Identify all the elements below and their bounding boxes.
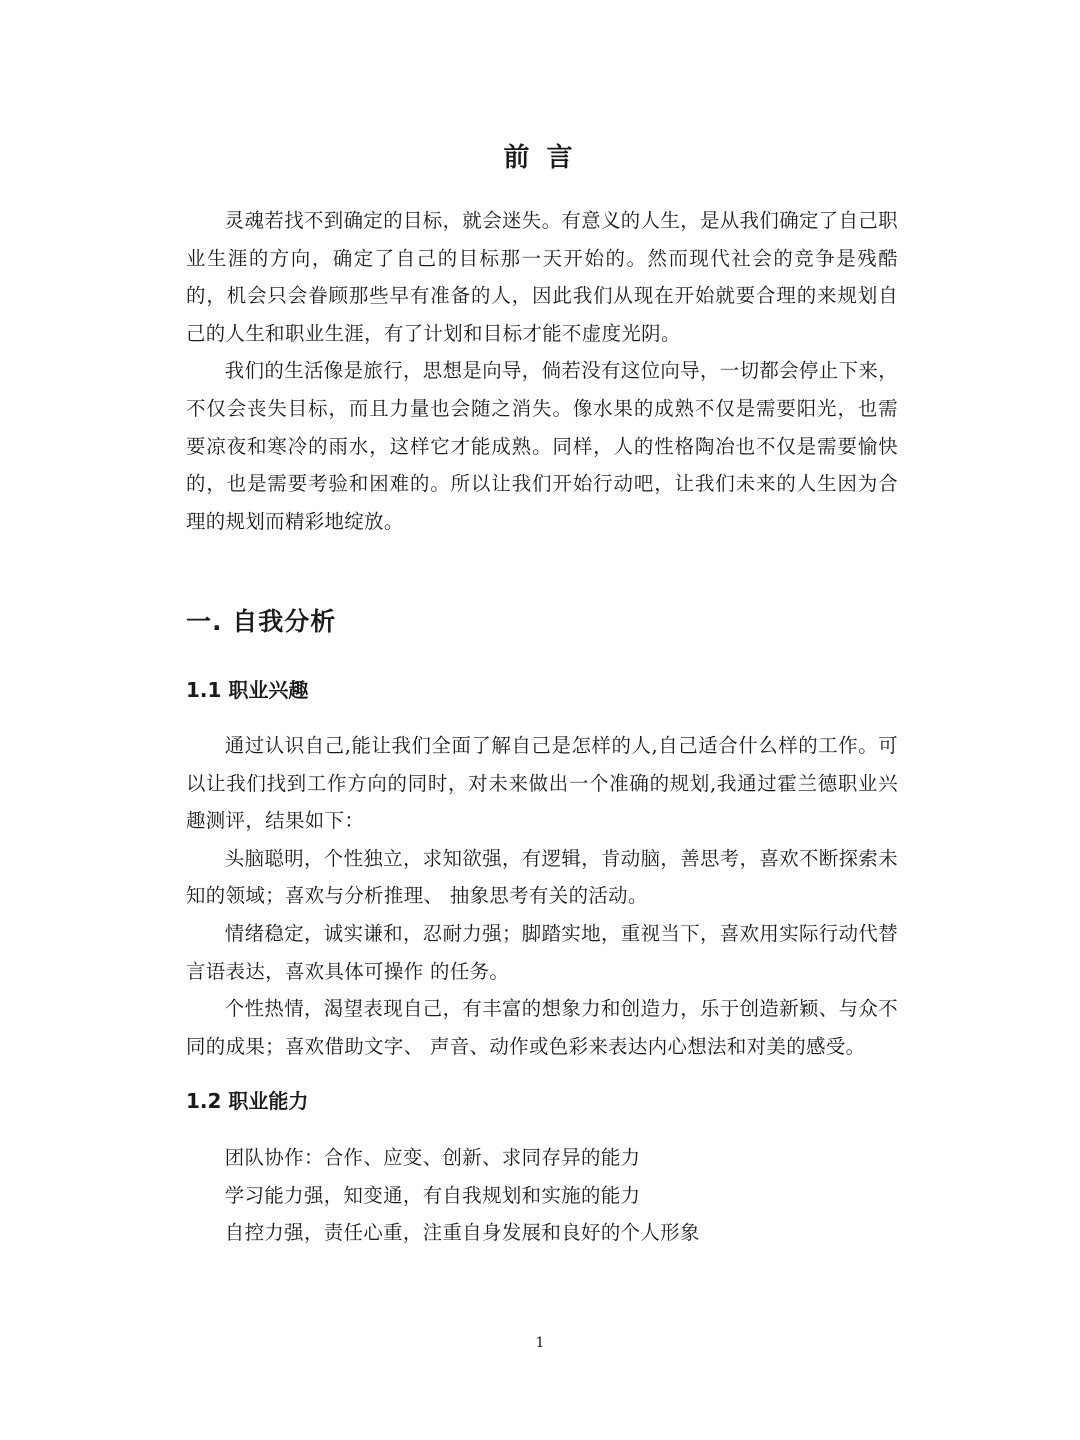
ability-line-1: 团队协作：合作、应变、创新、求同存异的能力 [224, 1146, 641, 1169]
subsection-heading-ability: 1.2 职业能力 [186, 1089, 309, 1113]
ability-line-2: 学习能力强，知变通，有自我规划和实施的能力 [224, 1183, 641, 1207]
preface-body [186, 202, 898, 540]
interest-paragraph-1: 通过认识自己,能让我们全面了解自己是怎样的人,自己适合什么样的工作。可以让我们找到工作方向的同时，对未来做出一个准确的规划,我通过霍兰德职业兴趣测评，结果如下： [186, 734, 898, 833]
interest-paragraph-4: 个性热情，渴望表现自己，有丰富的想象力和创造力，乐于创造新颖、与众不同的成果；喜欢借助文字、 声音、动作或色彩来表达内心想法和对美的感受。 [186, 997, 898, 1058]
section-heading-self-analysis: 一. 自我分析 [186, 607, 337, 636]
ability-line-3: 自控力强，责任心重，注重自身发展和良好的个人形象 [224, 1221, 700, 1245]
ability-body [186, 1139, 898, 1252]
interest-paragraph-3: 情绪稳定，诚实谦和，忍耐力强；脚踏实地，重视当下，喜欢用实际行动代替言语表达，喜欢具体可操作 的任务。 [186, 921, 898, 983]
preface-paragraph-2: 我们的生活像是旅行，思想是向导，倘若没有这位向导，一切都会停止下来，不仅会丧失目标，而且力量也会随之消失。像水果的成熟不仅是需要阳光，也需要凉夜和寒冷的雨水，这样它才能成熟。同样，人的性格陶冶也不仅是需要愉快的，也是需要考验和困难的。所以让我们开始行动吧，让我们未来的人生因为合理的规划而精彩地绽放。 [186, 359, 898, 533]
document-title: 前 言 [503, 143, 577, 173]
subsection-heading-interest: 1.1 职业兴趣 [186, 678, 309, 702]
page-number: 1 [535, 1335, 545, 1351]
interest-paragraph-2: 头脑聪明，个性独立，求知欲强，有逻辑，肯动脑，善思考，喜欢不断探索未知的领域；喜欢与分析推理、 抽象思考有关的活动。 [186, 846, 898, 908]
interest-body [186, 727, 898, 1065]
preface-paragraph-1: 灵魂若找不到确定的目标，就会迷失。有意义的人生，是从我们确定了自己职业生涯的方向，确定了自己的目标那一天开始的。然而现代社会的竞争是残酷的，机会只会眷顾那些早有准备的人，因此我们从现在开始就要合理的来规划自己的人生和职业生涯，有了计划和目标才能不虚度光阴。 [186, 209, 898, 345]
